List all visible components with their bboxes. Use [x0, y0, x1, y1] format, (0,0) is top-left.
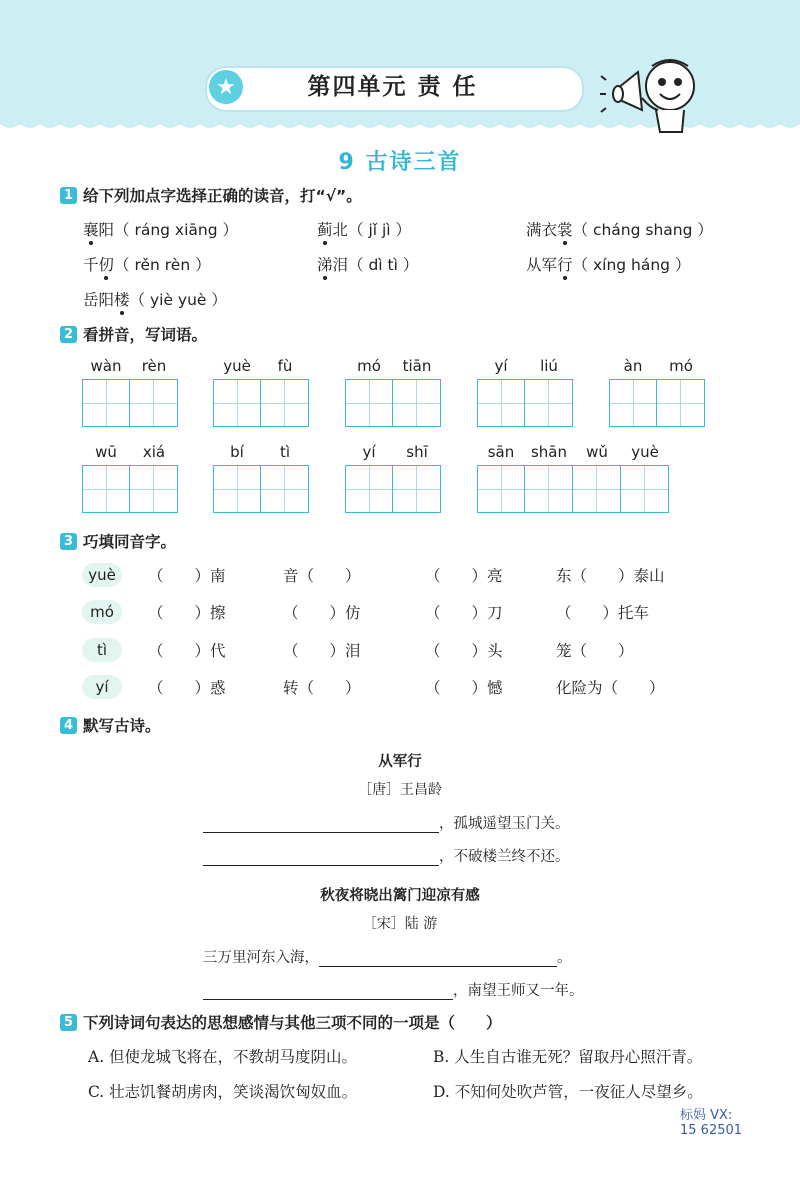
- question-5-number: 5: [60, 1014, 77, 1031]
- pinyin-label: liú: [540, 357, 558, 375]
- homophone-blank[interactable]: （ ）托车: [556, 604, 650, 622]
- pronunciation-item[interactable]: [83, 218, 238, 240]
- homophone-blank[interactable]: （ ）头: [425, 642, 503, 660]
- lesson-title: 9 古诗三首: [338, 150, 462, 175]
- pinyin-label: wàn: [90, 357, 122, 375]
- pinyin-label: tì: [279, 443, 291, 461]
- star-icon: ★: [209, 70, 243, 104]
- writing-grid: [213, 379, 309, 427]
- writing-cell[interactable]: [657, 379, 705, 427]
- poem-text: ，南望王师又一年。: [453, 983, 584, 999]
- item-text: 泪（ dì tì ）: [332, 256, 419, 274]
- question-2-text: 看拼音，写词语。: [83, 326, 208, 344]
- pinyin-label: yí: [494, 357, 508, 375]
- homophone-blank[interactable]: 东（ ）泰山: [556, 567, 665, 585]
- mascot-megaphone-icon: [600, 50, 710, 135]
- answer-blank[interactable]: [203, 983, 453, 1000]
- pinyin-label: àn: [623, 357, 643, 375]
- poem-2-line-2: [203, 979, 584, 1000]
- pinyin-label: rèn: [141, 357, 167, 375]
- item-text: 岳阳: [83, 291, 115, 309]
- question-3-number: 3: [60, 533, 77, 550]
- pronunciation-item[interactable]: [526, 218, 713, 240]
- pinyin-label: shān: [530, 443, 568, 461]
- pronunciation-item[interactable]: [83, 253, 211, 275]
- homophone-blank[interactable]: （ ）泪: [283, 642, 361, 660]
- option-d[interactable]: D. 不知何处吹芦管，一夜征人尽望乡。: [433, 1083, 703, 1101]
- pinyin-chip: mó: [82, 600, 122, 624]
- dotted-character: 蓟: [317, 221, 333, 239]
- answer-blank[interactable]: [203, 816, 439, 833]
- writing-grid: [345, 465, 441, 513]
- pinyin-label: wǔ: [586, 443, 608, 461]
- homophone-blank[interactable]: （ ）刀: [425, 604, 503, 622]
- question-3-text: 巧填同音字。: [83, 533, 177, 551]
- homophone-blank[interactable]: 音（ ）: [283, 567, 361, 585]
- writing-cell[interactable]: [130, 379, 178, 427]
- homophone-blank[interactable]: 化险为（ ）: [556, 679, 665, 697]
- answer-blank[interactable]: [319, 950, 557, 967]
- dotted-character: 行: [557, 256, 573, 274]
- poem-2-title: 秋夜将晓出篱门迎凉有感: [320, 887, 480, 904]
- pinyin-chip: yuè: [82, 563, 122, 587]
- homophone-blank[interactable]: 转（ ）: [283, 679, 361, 697]
- question-1-number: 1: [60, 187, 77, 204]
- option-c[interactable]: C. 壮志饥餐胡虏肉，笑谈渴饮匈奴血。: [88, 1083, 358, 1101]
- item-text: （ cháng shang ）: [572, 221, 713, 239]
- pinyin-chip: yí: [82, 675, 122, 699]
- pinyin-label: wū: [95, 443, 117, 461]
- writing-cell[interactable]: [609, 379, 657, 427]
- homophone-blank[interactable]: （ ）擦: [148, 604, 226, 622]
- answer-blank[interactable]: [203, 849, 439, 866]
- pinyin-label: mó: [669, 357, 693, 375]
- writing-grid: [82, 465, 178, 513]
- pronunciation-item[interactable]: [317, 218, 411, 240]
- writing-cell[interactable]: [525, 379, 573, 427]
- pinyin-label: sān: [487, 443, 515, 461]
- writing-grid: [477, 465, 669, 513]
- item-text: 从军: [526, 256, 558, 274]
- homophone-blank[interactable]: （ ）亮: [425, 567, 503, 585]
- writing-cell[interactable]: [573, 465, 621, 513]
- writing-grid: [477, 379, 573, 427]
- homophone-blank[interactable]: 笼（ ）: [556, 642, 634, 660]
- pinyin-label: yuè: [631, 443, 659, 461]
- writing-grid: [82, 379, 178, 427]
- pronunciation-item[interactable]: [526, 253, 690, 275]
- dotted-character: 涕: [317, 256, 333, 274]
- watermark-line-2: 15 62501: [680, 1123, 743, 1138]
- question-1-text: 给下列加点字选择正确的读音，打“√”。: [83, 187, 362, 205]
- writing-cell[interactable]: [213, 379, 261, 427]
- poem-text: ，孤城遥望玉门关。: [439, 816, 570, 832]
- writing-cell[interactable]: [345, 379, 393, 427]
- poem-1-line-1: [203, 812, 570, 833]
- writing-cell[interactable]: [393, 465, 441, 513]
- poem-text: ，不破楼兰终不还。: [439, 849, 570, 865]
- homophone-blank[interactable]: （ ）南: [148, 567, 226, 585]
- item-text: （ yiè yuè ）: [129, 291, 227, 309]
- writing-cell[interactable]: [261, 379, 309, 427]
- poem-1-line-2: [203, 845, 570, 866]
- writing-cell[interactable]: [621, 465, 669, 513]
- option-b[interactable]: B. 人生自古谁无死？留取丹心照汗青。: [433, 1048, 703, 1066]
- pronunciation-item[interactable]: [83, 288, 227, 310]
- writing-cell[interactable]: [213, 465, 261, 513]
- item-text: 北（ jǐ jì ）: [332, 221, 412, 239]
- question-2-number: 2: [60, 326, 77, 343]
- pinyin-label: tiān: [402, 357, 432, 375]
- writing-grid: [213, 465, 309, 513]
- item-text: （ rěn rèn ）: [114, 256, 211, 274]
- writing-cell[interactable]: [345, 465, 393, 513]
- pinyin-label: mó: [357, 357, 381, 375]
- writing-cell[interactable]: [393, 379, 441, 427]
- pinyin-label: shī: [406, 443, 428, 461]
- writing-grid: [345, 379, 441, 427]
- homophone-blank[interactable]: （ ）仿: [283, 604, 361, 622]
- item-text: 阳（ ráng xiāng ）: [98, 221, 238, 239]
- pronunciation-item[interactable]: [317, 253, 418, 275]
- writing-cell[interactable]: [130, 465, 178, 513]
- poem-1-author: ［唐］王昌龄: [358, 782, 442, 798]
- poem-2-author: ［宋］陆 游: [362, 916, 438, 932]
- writing-cell[interactable]: [82, 465, 130, 513]
- dotted-character: 仞: [98, 256, 115, 274]
- poem-1-title: 从军行: [378, 753, 422, 770]
- question-4-text: 默写古诗。: [83, 717, 161, 735]
- item-text: （ xíng háng ）: [572, 256, 691, 274]
- pinyin-label: fù: [277, 357, 293, 375]
- pinyin-label: bí: [230, 443, 244, 461]
- pinyin-label: yí: [362, 443, 376, 461]
- writing-cell[interactable]: [525, 465, 573, 513]
- watermark: [680, 1108, 765, 1140]
- dotted-character: 襄: [83, 221, 99, 239]
- writing-cell[interactable]: [82, 379, 130, 427]
- writing-cell[interactable]: [477, 465, 525, 513]
- watermark-line-1: 标妈 VX:: [680, 1108, 733, 1123]
- writing-cell[interactable]: [477, 379, 525, 427]
- pinyin-label: yuè: [223, 357, 251, 375]
- poem-text: 。: [557, 950, 572, 966]
- question-4-number: 4: [60, 717, 77, 734]
- homophone-blank[interactable]: （ ）代: [148, 642, 226, 660]
- item-text: 千: [83, 256, 99, 274]
- writing-cell[interactable]: [261, 465, 309, 513]
- pinyin-chip: tì: [82, 638, 122, 662]
- dotted-character: 裳: [557, 221, 573, 239]
- writing-grid: [609, 379, 705, 427]
- question-5-text: 下列诗词句表达的思想感情与其他三项不同的一项是（ ）: [83, 1014, 502, 1032]
- dotted-character: 楼: [114, 291, 130, 309]
- option-a[interactable]: A. 但使龙城飞将在，不教胡马度阴山。: [88, 1048, 358, 1066]
- poem-text: 三万里河东入海，: [203, 950, 319, 966]
- pinyin-label: xiá: [142, 443, 166, 461]
- item-text: 满衣: [526, 221, 558, 239]
- unit-title: 第四单元 责 任: [307, 74, 478, 100]
- homophone-blank[interactable]: （ ）惑: [148, 679, 226, 697]
- homophone-blank[interactable]: （ ）憾: [425, 679, 503, 697]
- poem-2-line-1: [203, 946, 572, 967]
